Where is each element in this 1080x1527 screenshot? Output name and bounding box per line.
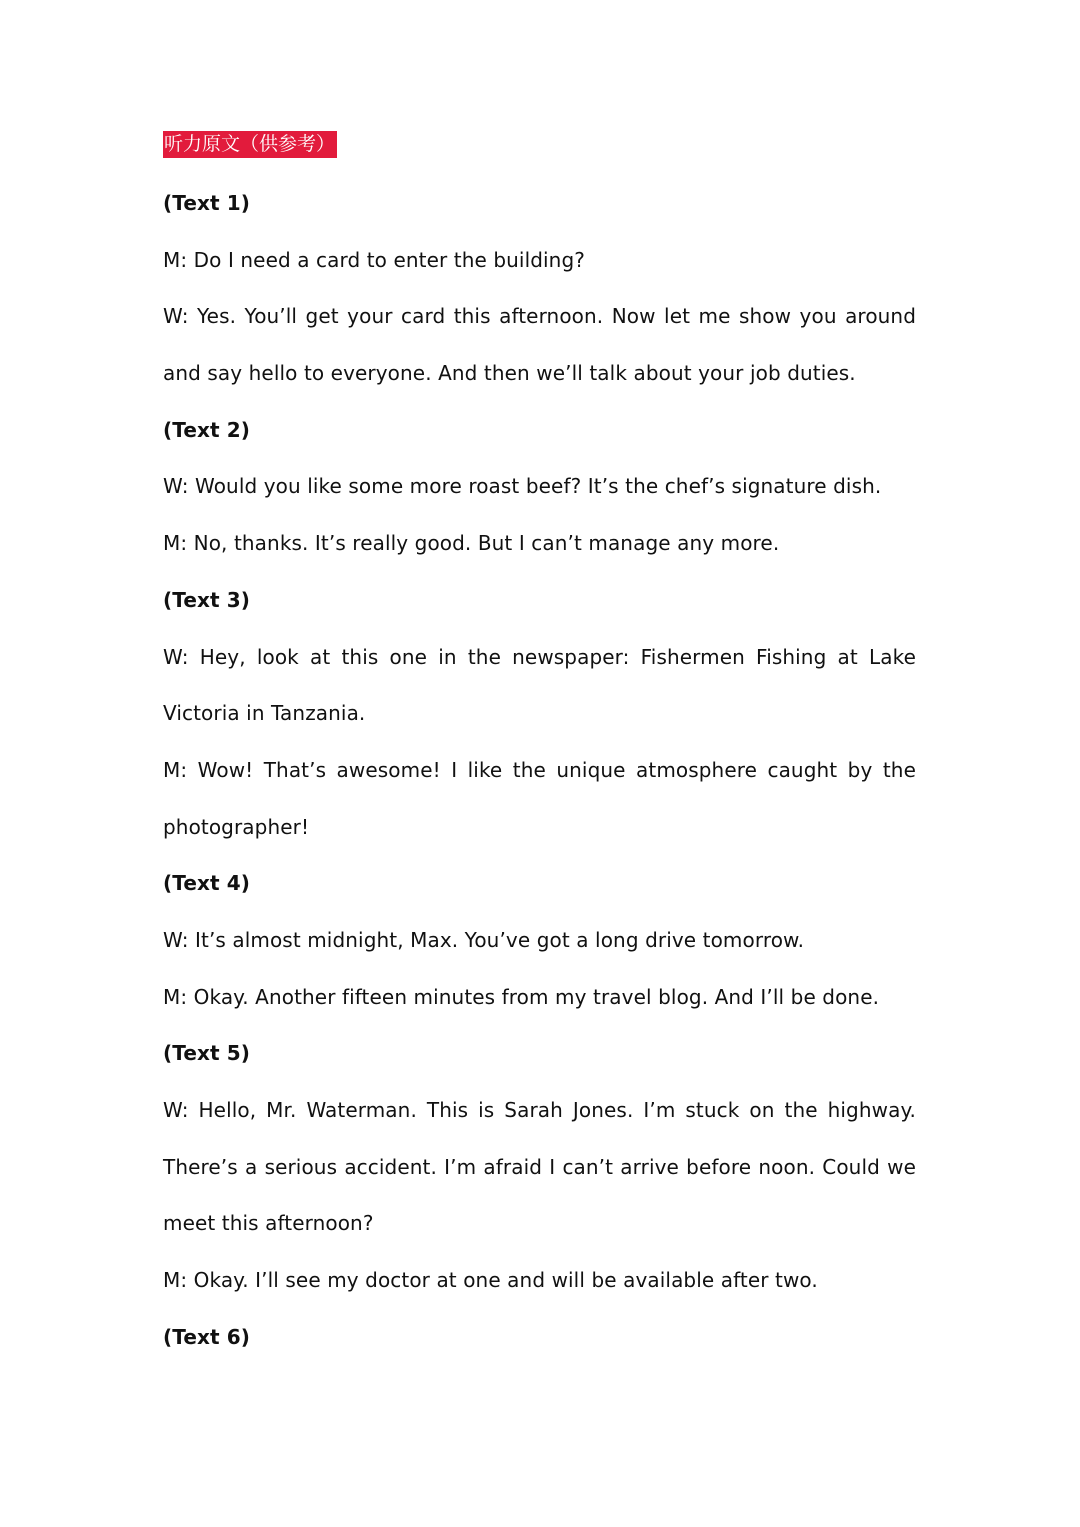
transcript-line: M: Do I need a card to enter the building? [163, 247, 585, 272]
section-label: (Text 5) [163, 1041, 250, 1066]
transcript-body [163, 175, 916, 1365]
transcript-line: W: It’s almost midnight, Max. You’ve got a long drive tomorrow. [163, 927, 805, 952]
section-label: (Text 3) [163, 587, 250, 612]
transcript-line: and say hello to everyone. And then we’ll talk about your job duties. [163, 361, 856, 386]
transcript-line: M: Okay. I’ll see my doctor at one and will be available after two. [163, 1268, 818, 1293]
section-label: (Text 4) [163, 871, 250, 896]
heading-row [163, 131, 916, 161]
transcript-line: W: Hello, Mr. Waterman. This is Sarah Jones. I’m stuck on the highway. [163, 1098, 916, 1122]
transcript-heading: 听力原文（供参考） [163, 131, 337, 158]
section-label: (Text 2) [163, 417, 250, 442]
transcript-line: W: Would you like some more roast beef? It’s the chef’s signature dish. [163, 474, 882, 499]
transcript-page [163, 131, 916, 1365]
transcript-line: W: Hey, look at this one in the newspaper: Fishermen Fishing at Lake [163, 644, 916, 669]
transcript-line: Victoria in Tanzania. [163, 701, 366, 726]
transcript-line: M: No, thanks. It’s really good. But I can’t manage any more. [163, 531, 780, 556]
transcript-line: W: Yes. You’ll get your card this afternoon. Now let me show you around [163, 304, 916, 329]
transcript-line: M: Okay. Another fifteen minutes from my travel blog. And I’ll be done. [163, 984, 880, 1009]
section-label: (Text 1) [163, 191, 250, 215]
transcript-line: M: Wow! That’s awesome! I like the unique atmosphere caught by the [163, 757, 916, 782]
section-label: (Text 6) [163, 1324, 250, 1349]
transcript-line: meet this afternoon? [163, 1211, 374, 1236]
transcript-line: photographer! [163, 814, 310, 839]
transcript-line: There’s a serious accident. I’m afraid I can’t arrive before noon. Could we [163, 1154, 916, 1179]
